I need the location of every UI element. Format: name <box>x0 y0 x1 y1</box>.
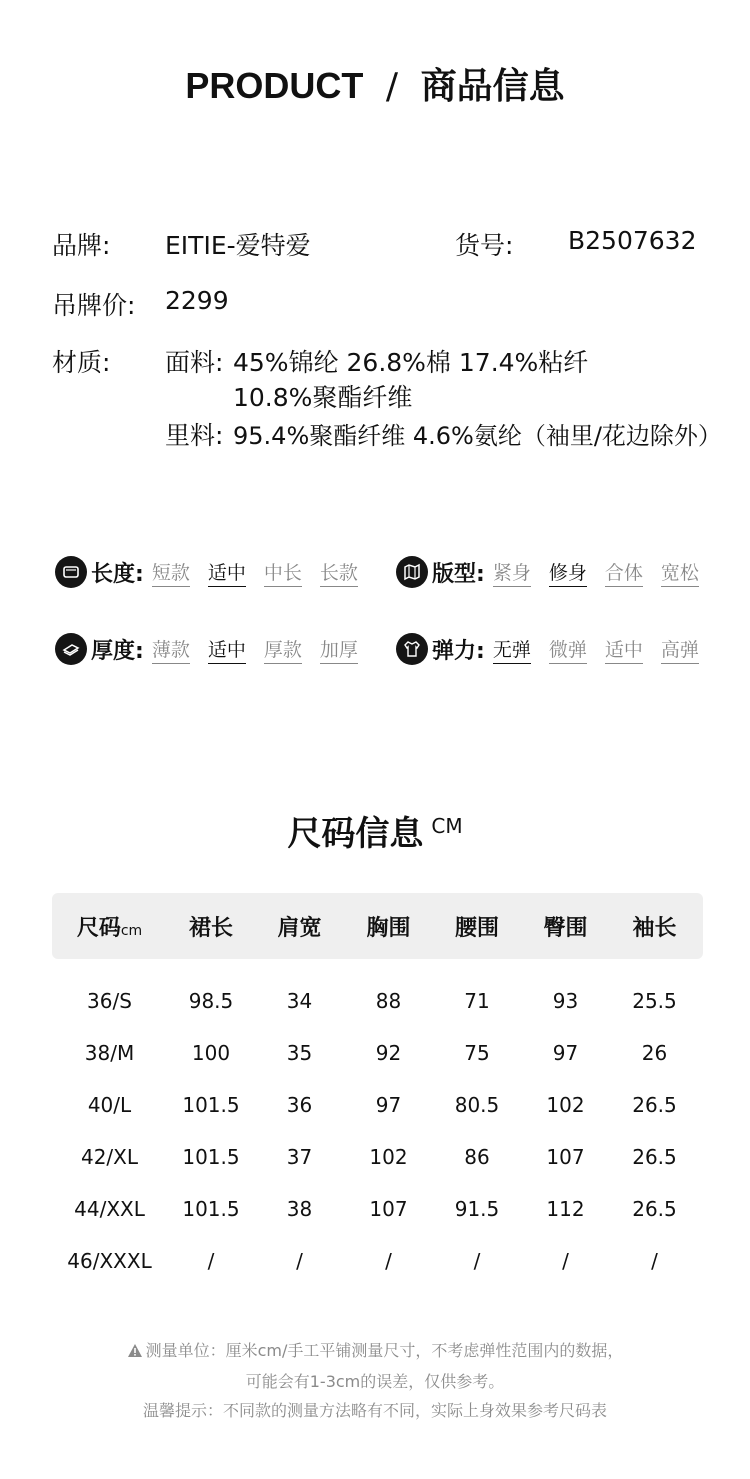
note-line-3: 温馨提示：不同款的测量方法略有不同，实际上身效果参考尺码表 <box>142 1401 607 1420</box>
attr-thickness-label: 厚度: <box>91 638 144 664</box>
sku-value: B2507632 <box>568 226 697 255</box>
table-cell: / <box>651 1249 658 1273</box>
table-cell: 34 <box>286 989 313 1013</box>
sku-label: 货号: <box>455 231 514 260</box>
table-cell: 101.5 <box>182 1093 240 1117</box>
table-cell: 107 <box>546 1145 585 1169</box>
thickness-option-extra-thick: 加厚 <box>320 635 358 664</box>
fit-option-slim: 修身 <box>549 558 587 587</box>
price-label: 吊牌价: <box>52 291 136 320</box>
size-header-size <box>52 911 167 942</box>
thickness-option-medium: 适中 <box>208 635 246 664</box>
attr-fit-label: 版型: <box>432 561 485 587</box>
length-option-short: 短款 <box>152 558 190 587</box>
lining-value: 95.4%聚酯纤维 4.6%氨纶（袖里/花边除外） <box>233 422 722 450</box>
attr-fit <box>396 555 699 589</box>
table-cell: 36 <box>286 1093 313 1117</box>
fabric-layers-icon <box>55 633 87 665</box>
size-header-size-text: 尺码 <box>76 915 121 941</box>
size-header-col: 胸围 <box>366 915 411 941</box>
table-cell: / <box>296 1249 303 1273</box>
elasticity-option-medium: 适中 <box>605 635 643 664</box>
dress-length-icon <box>55 556 87 588</box>
table-cell: 102 <box>546 1093 585 1117</box>
note-line-1-text: 测量单位：厘米cm/手工平铺测量尺寸，不考虑弹性范围内的数据， <box>145 1341 624 1360</box>
fabric-line-2: 10.8%聚酯纤维 <box>233 383 413 412</box>
size-section-title <box>0 806 750 855</box>
attr-length <box>55 555 358 589</box>
table-row <box>52 1235 703 1287</box>
size-header-col: 袖长 <box>632 915 677 941</box>
table-cell: 80.5 <box>454 1093 500 1117</box>
table-cell: 42/XL <box>80 1145 139 1169</box>
table-cell: 97 <box>552 1041 579 1065</box>
table-cell: / <box>473 1249 481 1273</box>
attr-thickness <box>55 632 358 666</box>
header-separator: / <box>385 66 399 107</box>
table-row <box>52 1183 703 1235</box>
table-cell: 88 <box>375 989 402 1013</box>
page-header <box>0 58 750 109</box>
table-cell: 38 <box>286 1197 313 1221</box>
table-cell: 98.5 <box>188 989 234 1013</box>
size-header-col: 臀围 <box>543 915 588 941</box>
thickness-option-thin: 薄款 <box>152 635 190 664</box>
note-line-2: 可能会有1-3cm的误差，仅供参考。 <box>245 1372 505 1391</box>
table-cell: 44/XXL <box>74 1197 145 1221</box>
table-cell: 75 <box>464 1041 490 1065</box>
table-cell: 93 <box>552 989 579 1013</box>
shirt-icon <box>396 633 428 665</box>
thickness-option-thick: 厚款 <box>264 635 302 664</box>
elasticity-option-none: 无弹 <box>493 635 531 664</box>
table-cell: 40/L <box>87 1093 132 1117</box>
attr-length-label: 长度: <box>91 561 144 587</box>
length-option-midlong: 中长 <box>264 558 302 587</box>
table-row <box>52 1131 703 1183</box>
table-cell: / <box>385 1249 392 1273</box>
table-cell: 25.5 <box>632 989 677 1013</box>
table-row <box>52 975 703 1027</box>
length-option-long: 长款 <box>320 558 358 587</box>
table-cell: 35 <box>286 1041 313 1065</box>
fit-option-tight: 紧身 <box>493 558 531 587</box>
measurement-notes <box>0 1336 750 1425</box>
brand-label: 品牌: <box>52 231 111 260</box>
table-cell: 112 <box>546 1197 585 1221</box>
size-header-col: 腰围 <box>454 915 499 941</box>
fit-option-loose: 宽松 <box>661 558 699 587</box>
table-row <box>52 1079 703 1131</box>
table-cell: 36/S <box>87 989 132 1013</box>
header-title-cn: 商品信息 <box>420 66 565 107</box>
table-cell: 91.5 <box>454 1197 500 1221</box>
map-fold-icon <box>396 556 428 588</box>
attr-elasticity <box>396 632 699 666</box>
table-cell: 26.5 <box>632 1093 677 1117</box>
table-cell: 26.5 <box>632 1145 677 1169</box>
table-cell: / <box>562 1249 569 1273</box>
elasticity-option-slight: 微弹 <box>549 635 587 664</box>
length-option-medium: 适中 <box>208 558 246 587</box>
table-row <box>52 1027 703 1079</box>
table-cell: / <box>207 1249 215 1273</box>
table-cell: 92 <box>375 1041 402 1065</box>
elasticity-option-high: 高弹 <box>661 635 699 664</box>
fit-option-regular: 合体 <box>605 558 643 587</box>
table-cell: 71 <box>464 989 490 1013</box>
size-table-header <box>52 893 703 959</box>
material-label: 材质: <box>52 348 111 377</box>
header-title-en: PRODUCT <box>185 65 364 106</box>
table-cell: 102 <box>369 1145 408 1169</box>
table-cell: 37 <box>286 1145 313 1169</box>
table-cell: 38/M <box>84 1041 135 1065</box>
table-cell: 26.5 <box>632 1197 677 1221</box>
note-line-1 <box>0 1336 750 1367</box>
warning-icon <box>127 1338 143 1367</box>
table-cell: 100 <box>191 1041 231 1065</box>
size-table-body <box>52 975 703 1287</box>
size-header-col: 肩宽 <box>277 915 322 941</box>
fabric-label: 面料: <box>165 348 224 377</box>
size-title-text: 尺码信息 <box>287 814 424 854</box>
fabric-line-1: 45%锦纶 26.8%棉 17.4%粘纤 <box>233 348 589 377</box>
table-cell: 101.5 <box>182 1197 240 1221</box>
price-value: 2299 <box>165 286 229 315</box>
lining-label: 里料: <box>165 421 224 450</box>
size-header-col: 裙长 <box>188 915 233 941</box>
brand-value: EITIE-爱特爱 <box>165 231 311 260</box>
table-cell: 107 <box>369 1197 408 1221</box>
attr-elasticity-label: 弹力: <box>432 638 485 664</box>
table-cell: 26 <box>641 1041 668 1065</box>
table-cell: 101.5 <box>182 1145 240 1169</box>
size-title-unit: CM <box>431 813 463 838</box>
table-cell: 86 <box>464 1145 490 1169</box>
size-header-size-unit: cm <box>120 922 143 939</box>
table-cell: 97 <box>375 1093 402 1117</box>
table-cell: 46/XXXL <box>67 1249 152 1273</box>
